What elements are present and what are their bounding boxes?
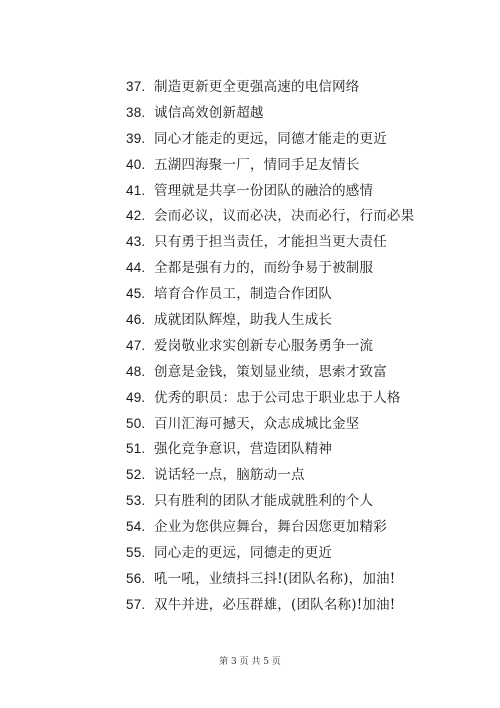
list-item: [126, 385, 486, 411]
list-item: [126, 74, 486, 100]
list-item-number: 57.: [126, 596, 146, 612]
list-item-number: 38.: [126, 104, 146, 120]
list-item-text: 会而必议，议而必决，决而必行，行而必果: [154, 208, 415, 225]
list-item-number: 43.: [126, 234, 146, 250]
list-item-number: 48.: [126, 363, 146, 379]
list-item: [126, 540, 486, 566]
list-item: [126, 488, 486, 514]
list-item-number: 47.: [126, 337, 146, 353]
list-item-text: 创意是金钱，策划显业绩，思索才致富: [154, 363, 387, 380]
list-item: [126, 229, 486, 255]
list-item-text: 企业为您供应舞台，舞台因您更加精彩: [154, 519, 387, 536]
list-item-text: 制造更新更全更强高速的电信网络: [154, 79, 360, 95]
list-item: [126, 462, 486, 488]
list-item-text: 百川汇海可撼天，众志成城比金坚: [154, 415, 360, 432]
list-item: [126, 307, 486, 333]
list-item: [126, 203, 486, 229]
list-item-text: 只有胜利的团队才能成就胜利的个人: [154, 493, 374, 510]
list-item-text: 强化竞争意识，营造团队精神: [154, 441, 333, 458]
list-item: [126, 281, 486, 307]
list-item-text: 吼一吼，业绩抖三抖!(团队名称)，加油!: [154, 570, 396, 587]
list-item-text: 管理就是共享一份团队的融洽的感情: [154, 182, 374, 199]
list-item-number: 44.: [126, 260, 146, 276]
list-item-number: 50.: [126, 415, 146, 431]
list-item-number: 53.: [126, 493, 146, 509]
list-item: [126, 514, 486, 540]
list-item: [126, 359, 486, 385]
list-item-text: 同心才能走的更远，同德才能走的更近: [154, 130, 387, 147]
list-item-text: 同心走的更远，同德走的更近: [154, 545, 333, 562]
page-footer: 第 3 页 共 5 页: [219, 657, 281, 667]
list-item-text: 五湖四海聚一厂，情同手足友情长: [154, 156, 360, 173]
list-item-text: 诚信高效创新超越: [154, 104, 264, 121]
list-item-number: 42.: [126, 208, 146, 224]
list-item: [126, 152, 486, 178]
list-item-text: 培育合作员工，制造合作团队: [154, 286, 333, 303]
slogan-list: [126, 74, 486, 618]
list-item-text: 成就团队辉煌，助我人生成长: [154, 312, 333, 329]
list-item-number: 49.: [126, 389, 146, 405]
list-item-number: 41.: [126, 182, 146, 198]
list-item-number: 46.: [126, 312, 146, 328]
list-item-number: 54.: [126, 519, 146, 535]
list-item-number: 51.: [126, 441, 146, 457]
list-item-number: 56.: [126, 570, 146, 586]
list-item-number: 39.: [126, 130, 146, 146]
list-item-text: 爱岗敬业求实创新专心服务勇争一流: [154, 337, 374, 354]
list-item-text: 优秀的职员：忠于公司忠于职业忠于人格: [154, 389, 401, 406]
list-item: [126, 255, 486, 281]
list-item: [126, 126, 486, 152]
list-item-number: 55.: [126, 545, 146, 561]
list-item-number: 40.: [126, 156, 146, 172]
list-item: [126, 411, 486, 437]
list-item-number: 52.: [126, 467, 146, 483]
list-item-number: 37.: [126, 79, 146, 94]
list-item: [126, 566, 486, 592]
list-item: [126, 333, 486, 359]
list-item-text: 全都是强有力的，而纷争易于被制服: [154, 260, 374, 277]
list-item-text: 说话轻一点，脑筋动一点: [154, 467, 305, 484]
list-item: [126, 592, 486, 618]
list-item: [126, 100, 486, 126]
list-item-number: 45.: [126, 286, 146, 302]
list-item: [126, 178, 486, 204]
list-item-text: 只有勇于担当责任，才能担当更大责任: [154, 234, 387, 251]
list-item-text: 双牛并进，必压群雄，(团队名称)!加油!: [154, 596, 396, 613]
list-item: [126, 436, 486, 462]
